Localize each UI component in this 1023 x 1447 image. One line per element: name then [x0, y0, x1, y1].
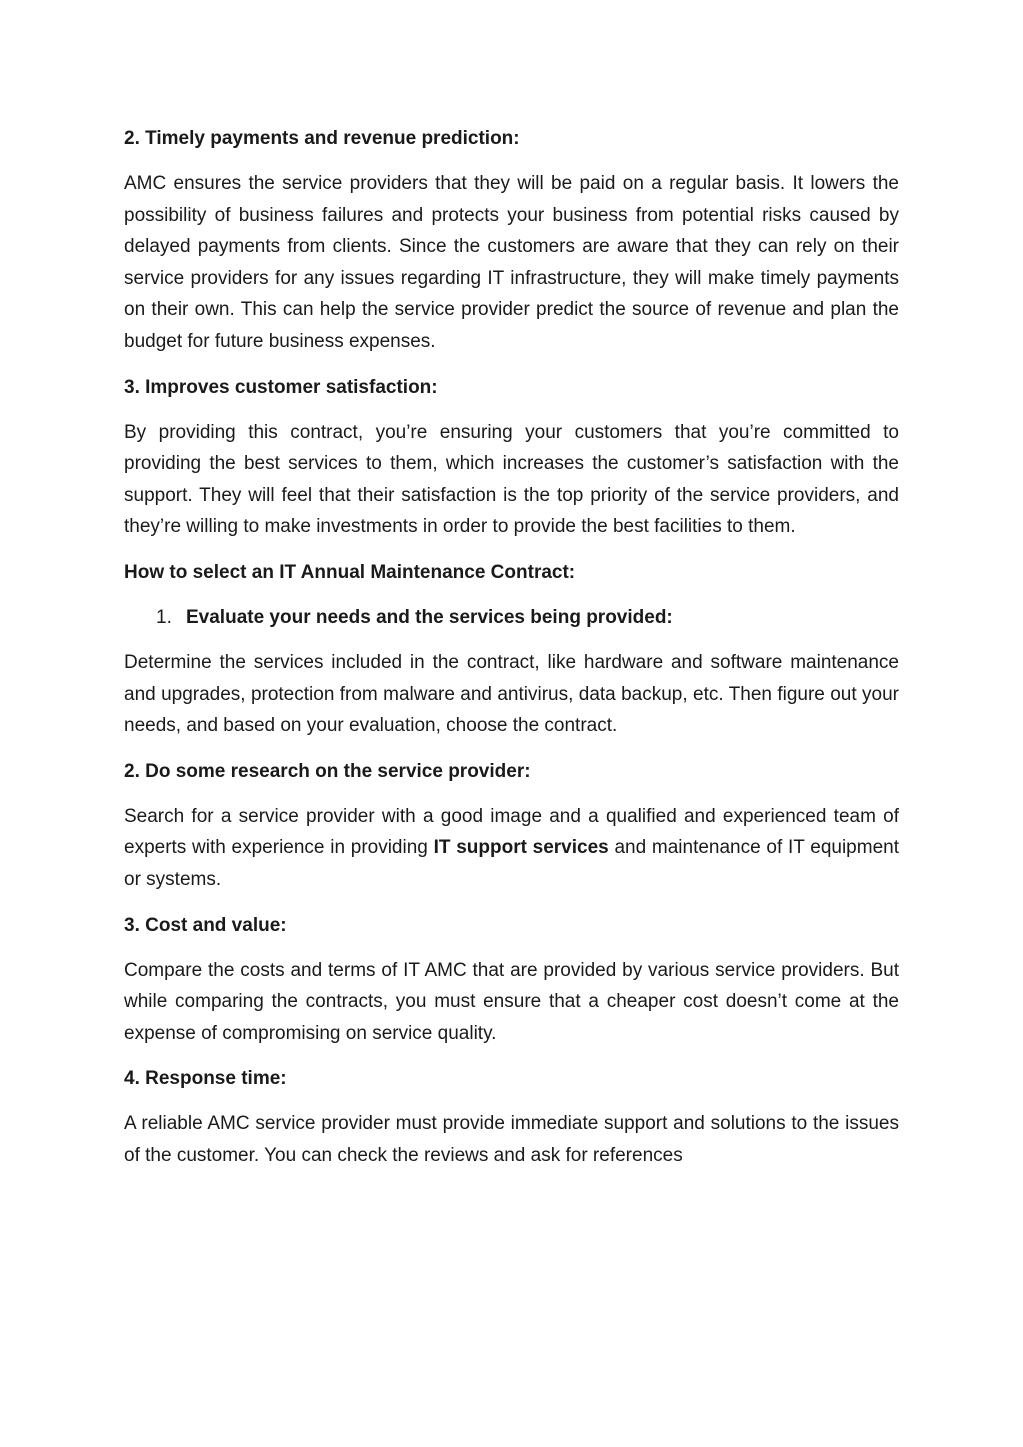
section-heading-timely-payments: 2. Timely payments and revenue prediction: — [124, 128, 520, 149]
section-heading-response-time: 4. Response time: — [124, 1068, 287, 1090]
list-item-number: 1. — [156, 606, 172, 628]
section-heading-customer-satisfaction: 3. Improves customer satisfaction: — [124, 376, 438, 398]
section-heading-research-provider: 2. Do some research on the service provider: — [124, 760, 531, 782]
paragraph-text: and maintenance of IT equipment or systems. — [124, 837, 899, 890]
section-heading-cost-value: 3. Cost and value: — [124, 914, 287, 936]
document-page — [124, 123, 899, 1185]
section-heading-how-to-select: How to select an IT Annual Maintenance Contract: — [124, 561, 576, 583]
paragraph-text: Search for a service provider with a good image and a qualified and experienced team of experts with experience in providing — [124, 805, 899, 859]
list-item-evaluate-needs — [124, 602, 899, 634]
paragraph-timely-payments: AMC ensures the service providers that they will be paid on a regular basis. It lowers the possibility of business failures and protects your business from potential risks caused by delayed payments from clients. Since the customers are aware that they can rely on their service providers for any issues regarding IT infrastructure, they will make timely payments on their own. This can help the service provider predict the source of revenue and plan the budget for future business expenses. — [124, 173, 899, 352]
paragraph-customer-satisfaction: By providing this contract, you’re ensuring your customers that you’re committed to providing the best services to them, which increases the customer’s satisfaction with the support. They will feel that their satisfaction is the top priority of the service providers, and they’re willing to make investments in order to provide the best facilities to them. — [124, 421, 899, 538]
paragraph-response-time: A reliable AMC service provider must provide immediate support and solutions to the issues of the customer. You can check the reviews and ask for references — [124, 1113, 899, 1166]
link-it-support-services[interactable]: IT support services — [433, 837, 609, 859]
paragraph-research-provider — [124, 801, 899, 896]
paragraph-evaluate-needs: Determine the services included in the contract, like hardware and software maintenance and upgrades, protection from malware and antivirus, data backup, etc. Then figure out your needs, and based on your evaluation, choose the contract. — [124, 651, 899, 737]
list-item-heading: Evaluate your needs and the services being provided: — [186, 606, 673, 628]
paragraph-cost-value: Compare the costs and terms of IT AMC that are provided by various service providers. But while comparing the contracts, you must ensure that a cheaper cost doesn’t come at the expense of compromising on service quality. — [124, 959, 899, 1044]
